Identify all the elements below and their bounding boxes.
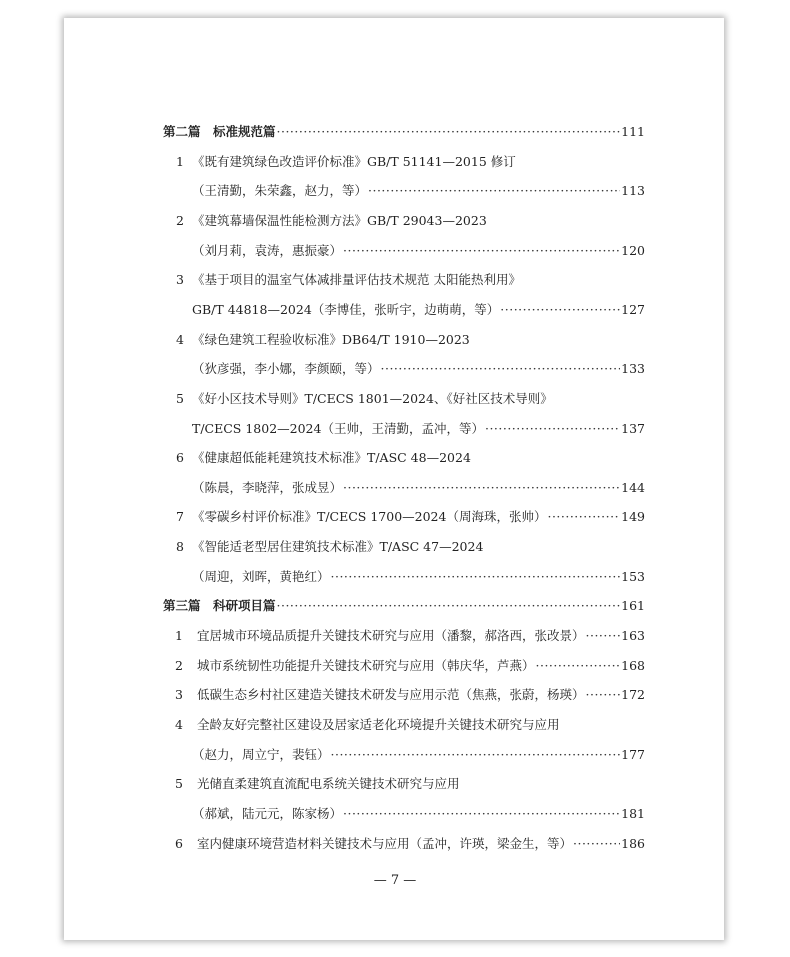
toc-entry[interactable] [0, 685, 790, 705]
entry-number: 1 [176, 153, 184, 169]
entry-number: 3 [176, 272, 184, 288]
toc-line [192, 270, 645, 290]
dot-leader [277, 122, 621, 142]
toc-entry[interactable] [0, 478, 790, 498]
dot-leader [277, 596, 621, 616]
entry-title: 全龄友好完整社区建设及居家适老化环境提升关键技术研究与应用 [197, 717, 560, 732]
toc-line [197, 656, 645, 676]
toc-entry[interactable] [0, 567, 790, 587]
page-ref: 133 [621, 361, 645, 377]
toc-entry[interactable] [0, 448, 790, 468]
entry-title: GB/T 44818—2024（李博佳，张昕宇，边萌萌，等） [192, 301, 500, 317]
toc-entry[interactable] [0, 359, 790, 379]
entry-number: 4 [176, 331, 184, 347]
toc-line [197, 626, 645, 646]
entry-title: 《绿色建筑工程验收标准》DB64/T 1910—2023 [192, 331, 470, 347]
dot-leader [536, 656, 621, 676]
page-ref: 177 [621, 746, 645, 762]
toc-line [192, 211, 645, 231]
page-ref: 163 [621, 628, 645, 644]
toc-entry[interactable] [0, 626, 790, 646]
dot-leader [343, 241, 620, 261]
page-ref: 144 [621, 479, 645, 495]
toc-line [192, 745, 645, 765]
toc-line [192, 448, 645, 468]
dot-leader [368, 181, 620, 201]
dot-leader [547, 507, 620, 527]
toc-line [192, 419, 645, 439]
toc-line [163, 596, 645, 616]
page-ref: 168 [621, 657, 645, 673]
entry-title: （王清勤，朱荣鑫，赵力，等） [192, 183, 368, 199]
page-ref: 153 [621, 568, 645, 584]
section-title: 第三篇 科研项目篇 [163, 598, 276, 614]
toc-line [192, 300, 645, 320]
toc-line [192, 241, 645, 261]
toc-line [192, 359, 645, 379]
entry-title: 光储直柔建筑直流配电系统关键技术研究与应用 [197, 776, 460, 792]
entry-number: 3 [175, 687, 183, 703]
toc-entry[interactable] [0, 300, 790, 320]
page-number: — 7 — [373, 873, 417, 888]
entry-title: （陈晨，李晓萍，张成昱） [192, 479, 343, 495]
toc-line [163, 122, 645, 142]
toc-line [197, 834, 645, 854]
entry-title: T/CECS 1802—2024（王帅，王清勤，孟冲，等） [192, 420, 484, 436]
toc-line [192, 181, 645, 201]
entry-title: （郝斌，陆元元，陈家杨） [192, 805, 343, 821]
dot-leader [331, 745, 621, 765]
entry-number: 8 [176, 539, 184, 555]
entry-title: 《建筑幕墙保温性能检测方法》GB/T 29043—2023 [192, 212, 487, 228]
entry-number: 1 [175, 628, 183, 644]
toc-entry[interactable] [0, 537, 790, 557]
entry-title: （刘月莉，袁涛，惠振豪） [192, 242, 343, 258]
dot-leader [343, 478, 620, 498]
toc-entry[interactable] [0, 211, 790, 231]
page-ref: 137 [621, 420, 645, 436]
toc-line [192, 507, 645, 527]
dot-leader [573, 834, 620, 854]
dot-leader [381, 359, 621, 379]
toc-entry[interactable] [0, 270, 790, 290]
toc-line [192, 478, 645, 498]
toc-line [192, 330, 645, 350]
toc-section-heading[interactable] [0, 122, 790, 142]
dot-leader [500, 300, 620, 320]
toc-entry[interactable] [0, 715, 790, 735]
page-ref: 127 [621, 301, 645, 317]
toc-line [192, 804, 645, 824]
entry-number: 4 [175, 717, 183, 732]
dot-leader [586, 685, 621, 705]
toc-entry[interactable] [0, 330, 790, 350]
toc-entry[interactable] [0, 507, 790, 527]
toc-entry[interactable] [0, 181, 790, 201]
entry-number: 2 [176, 212, 184, 228]
toc-entry[interactable] [0, 241, 790, 261]
entry-title: （周迎，刘晖，黄艳红） [192, 568, 330, 584]
toc-entry[interactable] [0, 656, 790, 676]
dot-leader [485, 419, 620, 439]
page-ref: 149 [621, 509, 645, 525]
entry-title: （赵力，周立宁，裴钰） [192, 746, 330, 762]
entry-title: 《零碳乡村评价标准》T/CECS 1700—2024（周海珠，张帅） [192, 509, 547, 525]
entry-title: 宜居城市环境品质提升关键技术研究与应用（潘黎，郝洛西，张改景） [197, 628, 585, 644]
toc-line [197, 774, 645, 794]
entry-title: （狄彦强，李小娜，李颜颐，等） [192, 361, 380, 377]
dot-leader [586, 626, 621, 646]
entry-title: 《基于项目的温室气体减排量评估技术规范 太阳能热利用》 [192, 272, 521, 288]
section-title: 第二篇 标准规范篇 [163, 124, 276, 139]
entry-number: 5 [176, 390, 184, 406]
page-ref: 113 [621, 183, 645, 199]
toc-line [192, 567, 645, 587]
toc-entry[interactable] [0, 745, 790, 765]
entry-title: 低碳生态乡村社区建造关键技术研发与应用示范（焦燕，张蔚，杨瑛） [197, 687, 585, 703]
entry-number: 7 [176, 509, 184, 525]
entry-title: 室内健康环境营造材料关键技术与应用（孟冲，许瑛，梁金生，等） [197, 835, 573, 851]
toc-entry[interactable] [0, 152, 790, 172]
entry-number: 5 [175, 776, 183, 792]
dot-leader [343, 804, 620, 824]
entry-number: 6 [176, 450, 184, 466]
page-ref: 161 [621, 598, 645, 614]
toc-line [197, 715, 645, 735]
entry-title: 《好小区技术导则》T/CECS 1801—2024、《好社区技术导则》 [192, 390, 553, 406]
dot-leader [331, 567, 621, 587]
page-ref: 186 [621, 835, 645, 851]
entry-title: 城市系统韧性功能提升关键技术研究与应用（韩庆华，芦燕） [197, 657, 535, 673]
page-ref: 120 [621, 242, 645, 258]
entry-number: 2 [175, 657, 183, 673]
toc-entry[interactable] [0, 389, 790, 409]
toc-entry[interactable] [0, 774, 790, 794]
entry-title: 《健康超低能耗建筑技术标准》T/ASC 48—2024 [192, 450, 471, 466]
toc-line [192, 537, 645, 557]
toc-section-heading[interactable] [0, 596, 790, 616]
toc-entry[interactable] [0, 834, 790, 854]
entry-number: 6 [175, 835, 183, 851]
entry-title: 《智能适老型居住建筑技术标准》T/ASC 47—2024 [192, 539, 484, 555]
page-ref: 172 [621, 687, 645, 703]
entry-title: 《既有建筑绿色改造评价标准》GB/T 51141—2015 修订 [192, 153, 516, 169]
toc-line [197, 685, 645, 705]
page-ref: 181 [621, 805, 645, 821]
toc-entry[interactable] [0, 419, 790, 439]
toc-entry[interactable] [0, 804, 790, 824]
toc-line [192, 152, 645, 172]
toc-line [192, 389, 645, 409]
page-ref: 111 [621, 124, 645, 139]
